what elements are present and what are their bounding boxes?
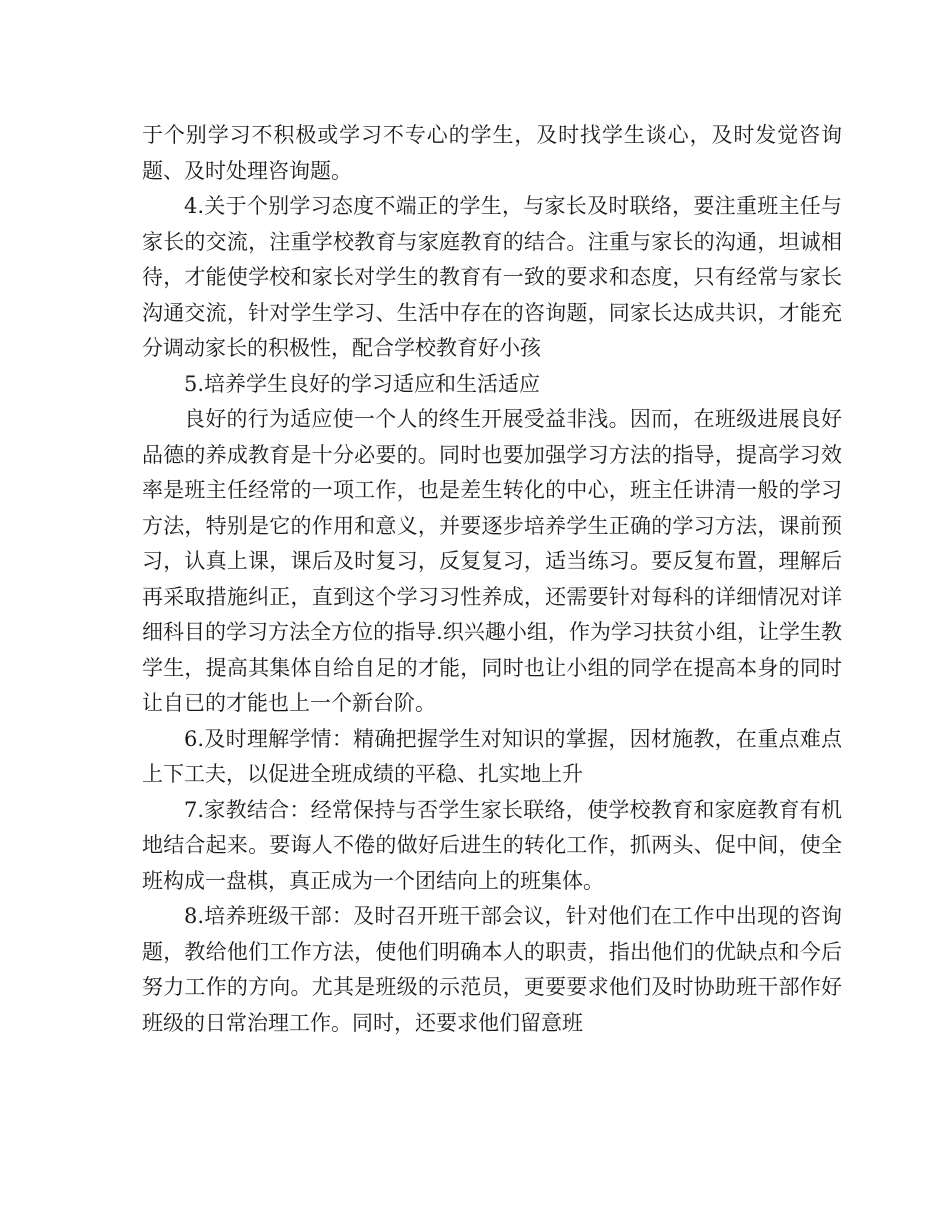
document-body [142, 118, 842, 1041]
paragraph-item-8: 8.培养班级干部：及时召开班干部会议，针对他们在工作中出现的咨询题，教给他们工作方法，使他们明确本人的职责，指出他们的优缺点和今后努力工作的方向。尤其是班级的示范员，更要要求他们及时协助班干部作好班级的日常治理工作。同时，还要求他们留意班 [142, 904, 842, 1035]
paragraph-item-4: 4.关于个别学习态度不端正的学生，与家长及时联络，要注重班主任与家长的交流，注重学校教育与家庭教育的结合。注重与家长的沟通，坦诚相待，才能使学校和家长对学生的教育有一致的要求和态度，只有经常与家长沟通交流，针对学生学习、生活中存在的咨询题，同家长达成共识，才能充分调动家长的积极性，配合学校教育好小孩 [142, 194, 842, 360]
paragraph-item-6: 6.及时理解学情：精确把握学生对知识的掌握，因材施教，在重点难点上下工夫，以促进全班成绩的平稳、扎实地上升 [142, 726, 842, 786]
paragraph-behavior-habits: 良好的行为适应使一个人的终生开展受益非浅。因而，在班级进展良好品德的养成教育是十分必要的。同时也要加强学习方法的指导，提高学习效率是班主任经常的一项工作，也是差生转化的中心，班主任讲清一般的学习方法，特别是它的作用和意义，并要逐步培养学生正确的学习方法，课前预习，认真上课，课后及时复习，反复复习，适当练习。要反复布置，理解后再采取措施纠正，直到这个学习习性养成，还需要针对每科的详细情况对详细科目的学习方法全方位的指导.织兴趣小组，作为学习扶贫小组，让学生教学生，提高其集体自给自足的才能，同时也让小组的同学在提高本身的同时让自已的才能也上一个新台阶。 [142, 407, 842, 715]
paragraph-item-5-heading: 5.培养学生良好的学习适应和生活适应 [184, 371, 541, 396]
paragraph-item-7: 7.家教结合：经常保持与否学生家长联络，使学校教育和家庭教育有机地结合起来。要诲人不倦的做好后进生的转化工作，抓两头、促中间，使全班构成一盘棋，真正成为一个团结向上的班集体。 [142, 797, 842, 893]
paragraph-continuation: 于个别学习不积极或学习不专心的学生，及时找学生谈心，及时发觉咨询题、及时处理咨询题。 [142, 123, 842, 183]
